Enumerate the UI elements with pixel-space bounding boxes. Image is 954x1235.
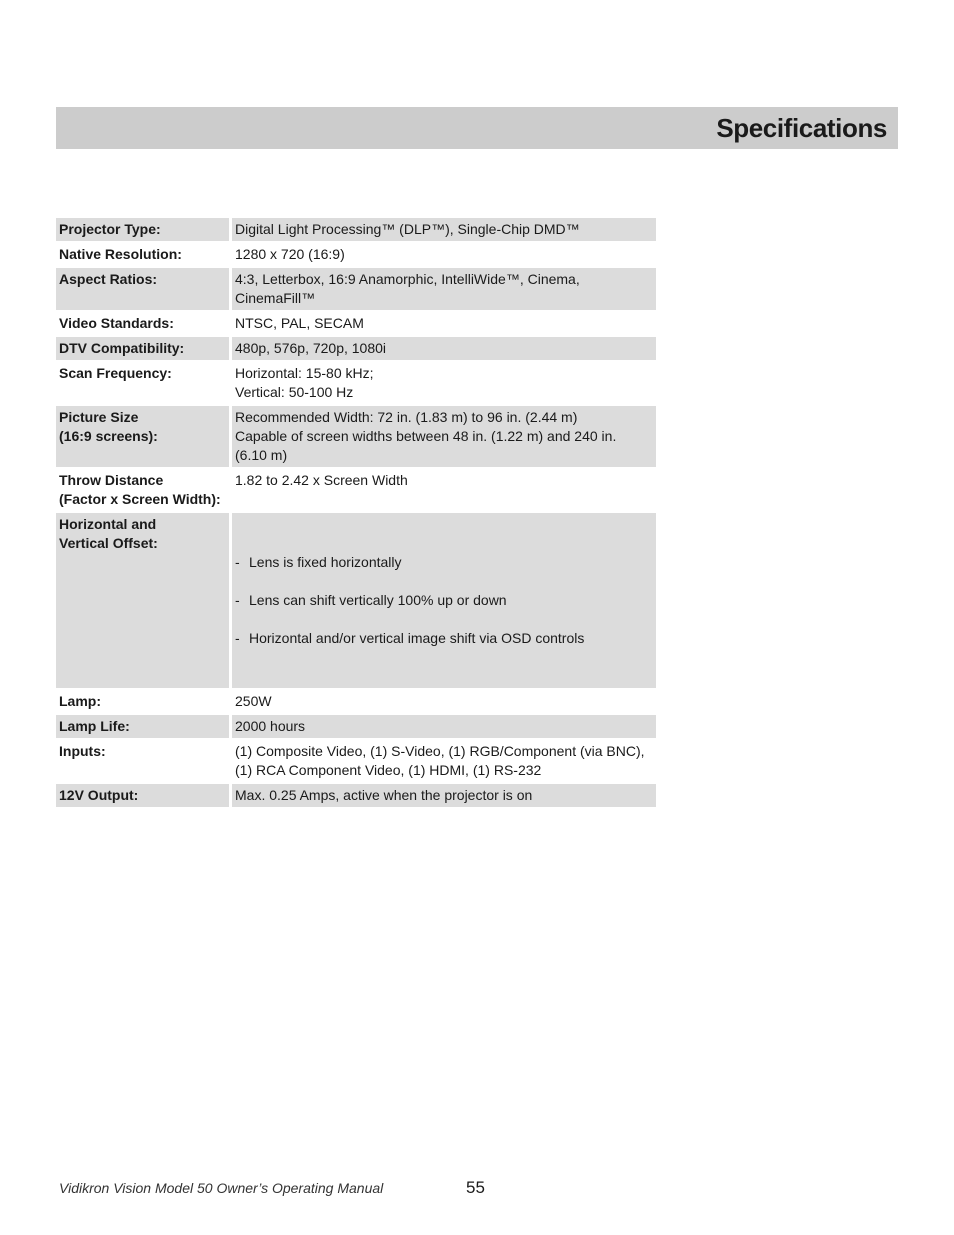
spec-label: Throw Distance (Factor x Screen Width):: [59, 472, 221, 507]
spec-row: [56, 715, 656, 738]
spec-value: NTSC, PAL, SECAM: [235, 315, 364, 331]
footer-manual-title: Vidikron Vision Model 50 Owner’s Operating Manual: [59, 1180, 384, 1196]
spec-value: 1.82 to 2.42 x Screen Width: [235, 472, 408, 488]
spec-label: Lamp:: [59, 693, 101, 709]
spec-label: Horizontal and Vertical Offset:: [56, 513, 229, 688]
spec-value: Digital Light Processing™ (DLP™), Single-Chip DMD™: [232, 218, 656, 241]
spec-row: [56, 406, 656, 467]
spec-row: [56, 337, 656, 360]
spec-label: Projector Type:: [56, 218, 229, 241]
spec-row: [56, 312, 656, 335]
bullet-item: - Lens is fixed horizontally: [235, 553, 653, 572]
spec-row: [56, 784, 656, 807]
bullet-item: - Lens can shift vertically 100% up or down: [235, 591, 653, 610]
spec-value: Horizontal: 15-80 kHz; Vertical: 50-100 Hz: [235, 365, 374, 400]
spec-label: Picture Size (16:9 screens):: [56, 406, 229, 467]
specifications-table: [56, 218, 656, 809]
spec-value: 250W: [235, 693, 272, 709]
spec-label: Video Standards:: [59, 315, 174, 331]
spec-label: Scan Frequency:: [59, 365, 172, 381]
spec-value: 480p, 576p, 720p, 1080i: [232, 337, 656, 360]
offset-bullet-list: [235, 534, 653, 667]
spec-label: Native Resolution:: [59, 246, 182, 262]
spec-label: Inputs:: [59, 743, 106, 759]
spec-value: 2000 hours: [232, 715, 656, 738]
spec-label: DTV Compatibility:: [56, 337, 229, 360]
page-title: Specifications: [716, 113, 887, 143]
spec-value: (1) Composite Video, (1) S-Video, (1) RGB/Component (via BNC), (1) RCA Component Video, (1) HDMI, (1) RS-232: [235, 743, 645, 778]
spec-value: [232, 513, 656, 688]
spec-value: Recommended Width: 72 in. (1.83 m) to 96 in. (2.44 m) Capable of screen widths between 48 in. (1.22 m) and 240 in. (6.10 m): [232, 406, 656, 467]
spec-value: Max. 0.25 Amps, active when the projector is on: [232, 784, 656, 807]
spec-label: 12V Output:: [56, 784, 229, 807]
spec-row: [56, 268, 656, 310]
spec-value: 1280 x 720 (16:9): [235, 246, 345, 262]
spec-row: [56, 243, 656, 266]
page-number: 55: [466, 1178, 485, 1197]
spec-label: Aspect Ratios:: [56, 268, 229, 310]
spec-value: 4:3, Letterbox, 16:9 Anamorphic, IntelliWide™, Cinema, CinemaFill™: [232, 268, 656, 310]
bullet-item: - Horizontal and/or vertical image shift via OSD controls: [235, 629, 653, 648]
spec-row: [56, 690, 656, 713]
spec-row: [56, 469, 656, 511]
spec-row: [56, 740, 656, 782]
spec-row: [56, 513, 656, 688]
spec-label: Lamp Life:: [56, 715, 229, 738]
spec-row: [56, 362, 656, 404]
section-title-bar: [56, 107, 898, 149]
spec-row: [56, 218, 656, 241]
